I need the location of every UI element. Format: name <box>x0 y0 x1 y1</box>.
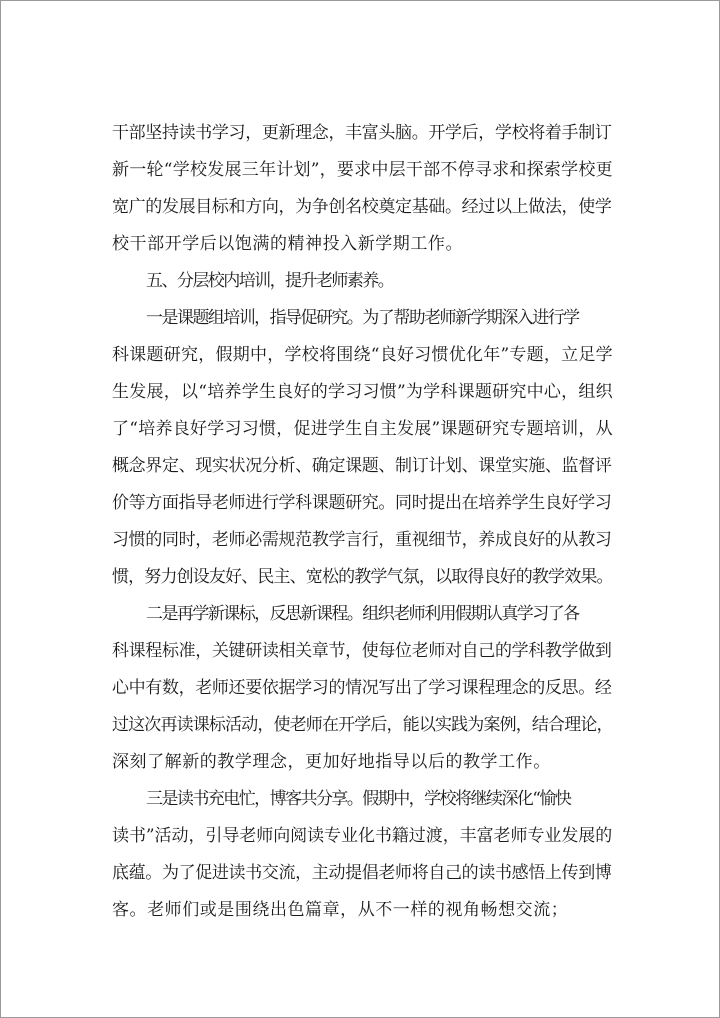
text-line: 校干部开学后以饱满的精神投入新学期工作。 <box>112 234 463 254</box>
text-line: 干部坚持读书学习，更新理念，丰富头脑。开学后，学校将着手制订 <box>112 123 612 143</box>
text-line: 新一轮“学校发展三年计划”，要求中层干部不停寻求和探索学校更 <box>112 160 613 180</box>
text-line: 底蕴。为了促进读书交流，主动提倡老师将自己的读书感悟上传到博 <box>112 863 612 883</box>
paragraph-4 <box>112 596 612 781</box>
text-line: 惯，努力创设友好、民主、宽松的教学气氛，以取得良好的教学效果。 <box>112 567 613 587</box>
text-line: 三是读书充电忙，博客共分享。假期中，学校将继续深化“愉快 <box>146 789 571 809</box>
text-line: 一是课题组培训，指导促研究。为了帮助老师新学期深入进行学 <box>146 308 579 328</box>
text-line: 客。老师们或是围绕出色篇章，从不一样的视角畅想交流； <box>112 900 569 920</box>
text-line: 习惯的同时，老师必需规范教学言行，重视细节，养成良好的从教习 <box>112 530 612 550</box>
paragraph-1 <box>112 115 612 263</box>
text-line: 科课程标准，关键研读相关章节，使每位老师对自己的学科教学做到 <box>112 641 612 661</box>
paragraph-3 <box>112 300 612 596</box>
text-line: 五、分层校内培训，提升老师素养。 <box>146 271 394 291</box>
text-line: 深刻了解新的教学理念，更加好地指导以后的教学工作。 <box>112 752 551 772</box>
text-line: 心中有数，老师还要依据学习的情况写出了学习课程理念的反思。经 <box>112 678 612 698</box>
text-line: 科课题研究，假期中，学校将围绕“良好习惯优化年”专题，立足学 <box>112 345 613 365</box>
text-line: 读书”活动，引导老师向阅读专业化书籍过渡，丰富老师专业发展的 <box>112 826 613 846</box>
paragraph-5 <box>112 781 612 929</box>
text-line: 生发展，以“培养学生良好的学习习惯”为学科课题研究中心，组织 <box>112 382 613 402</box>
text-line: 宽广的发展目标和方向，为争创名校奠定基础。经过以上做法，使学 <box>112 197 612 217</box>
body-text <box>112 115 612 929</box>
text-line: 了“培养良好学习习惯，促进学生自主发展”课题研究专题培训，从 <box>112 419 613 439</box>
section-heading <box>112 263 612 300</box>
text-line: 二是再学新课标，反思新课程。组织老师利用假期认真学习了各 <box>146 604 579 624</box>
text-line: 概念界定、现实状况分析、确定课题、制订计划、课堂实施、监督评 <box>112 456 612 476</box>
text-line: 过这次再读课标活动，使老师在开学后，能以实践为案例，结合理论， <box>112 715 613 735</box>
text-line: 价等方面指导老师进行学科课题研究。同时提出在培养学生良好学习 <box>112 493 612 513</box>
